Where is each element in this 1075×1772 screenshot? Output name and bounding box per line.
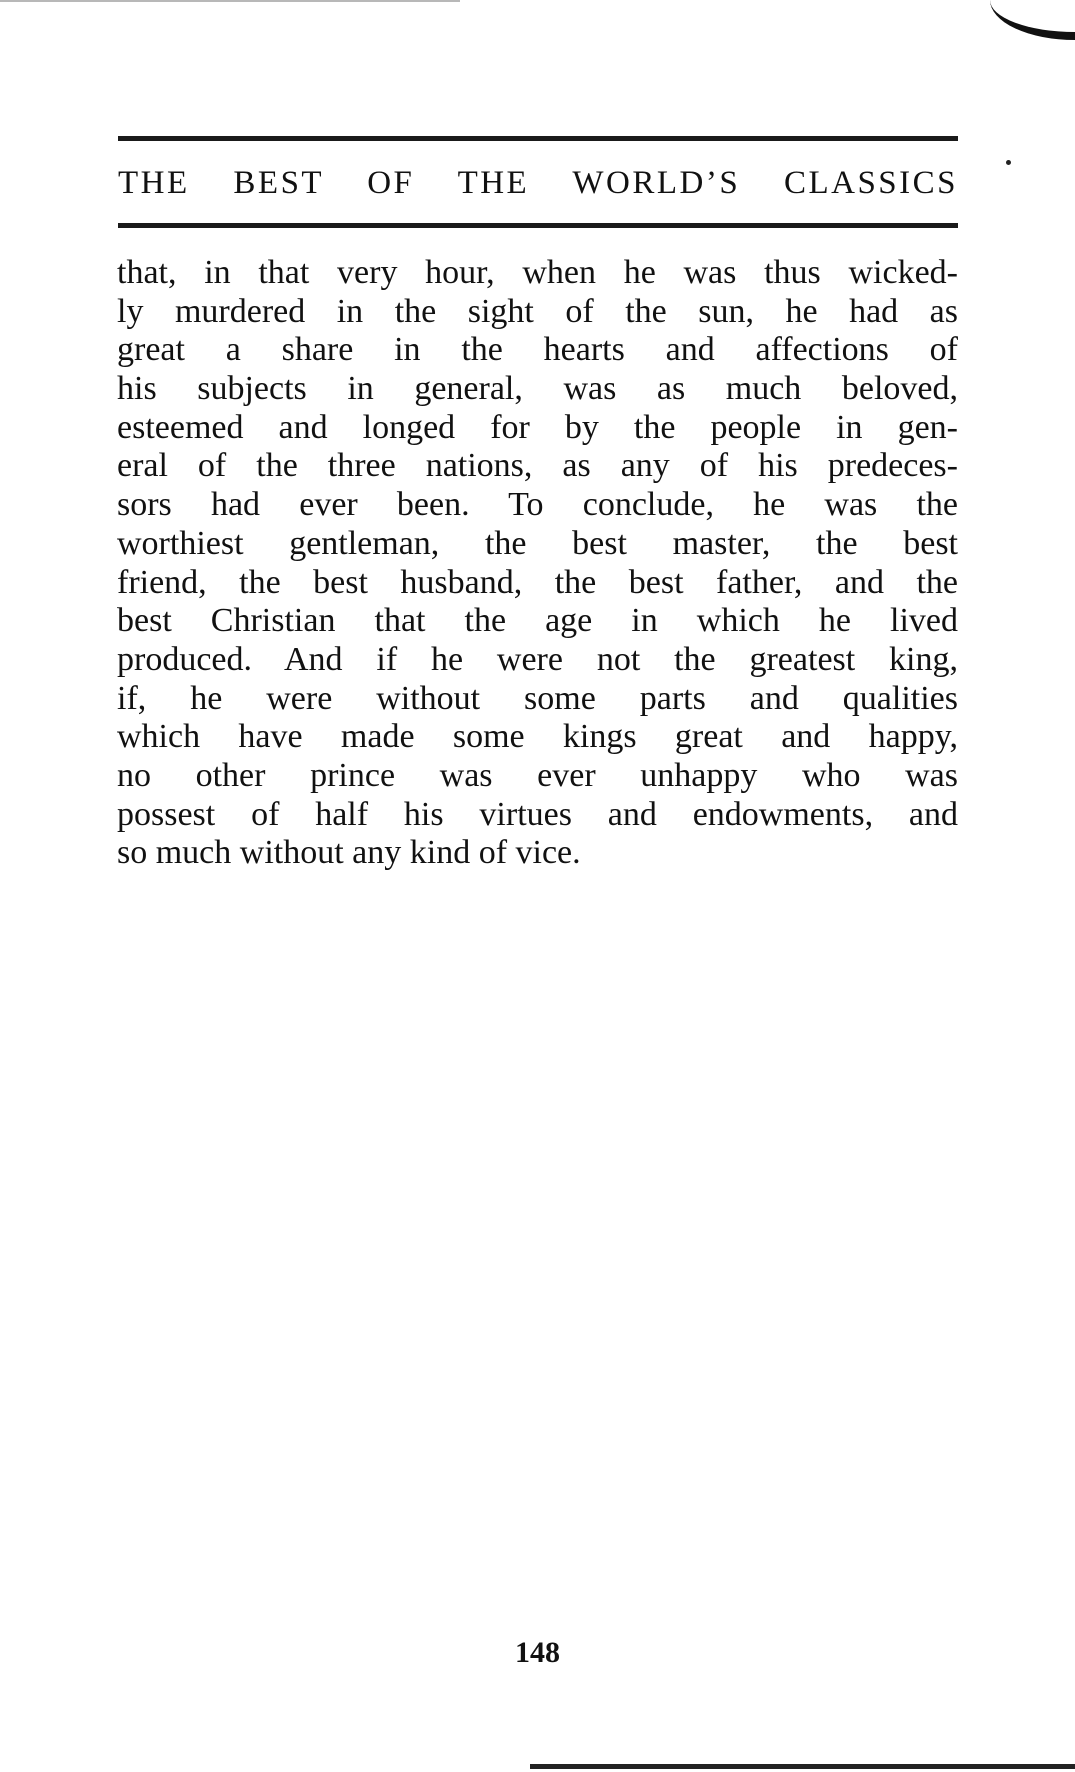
body-line: eral of the three nations, as any of his predeces- [117,447,958,485]
body-line: friend, the best husband, the best father, and the [117,563,958,601]
body-line: if, he were without some parts and qualities [117,679,958,717]
body-line: possest of half his virtues and endowments, and [117,795,958,833]
page-number: 148 [515,1636,560,1669]
body-line-last: so much without any kind of vice. [117,834,581,872]
body-line: ly murdered in the sight of the sun, he had as [117,292,958,330]
body-line: his subjects in general, was as much beloved, [117,370,958,408]
body-line: great a share in the hearts and affections of [117,331,958,369]
body-text [117,254,958,873]
page-edge-top [0,0,460,2]
body-line: worthiest gentleman, the best master, the best [117,524,958,562]
page-edge-bottom [530,1764,1075,1769]
running-head-rule-top [118,136,958,141]
body-line: esteemed and longed for by the people in gen- [117,408,958,446]
page-corner-fold [990,0,1075,40]
body-line: produced. And if he were not the greatest king, [117,640,958,678]
body-line: no other prince was ever unhappy who was [117,756,958,794]
body-line: which have made some kings great and happy, [117,718,958,756]
scan-speck [1006,160,1011,165]
body-line: best Christian that the age in which he lived [117,602,958,640]
running-head: THE BEST OF THE WORLD’S CLASSICS [118,165,958,201]
body-line: that, in that very hour, when he was thus wicked- [117,254,958,291]
body-line: sors had ever been. To conclude, he was the [117,486,958,524]
running-head-rule-bottom [118,223,958,228]
